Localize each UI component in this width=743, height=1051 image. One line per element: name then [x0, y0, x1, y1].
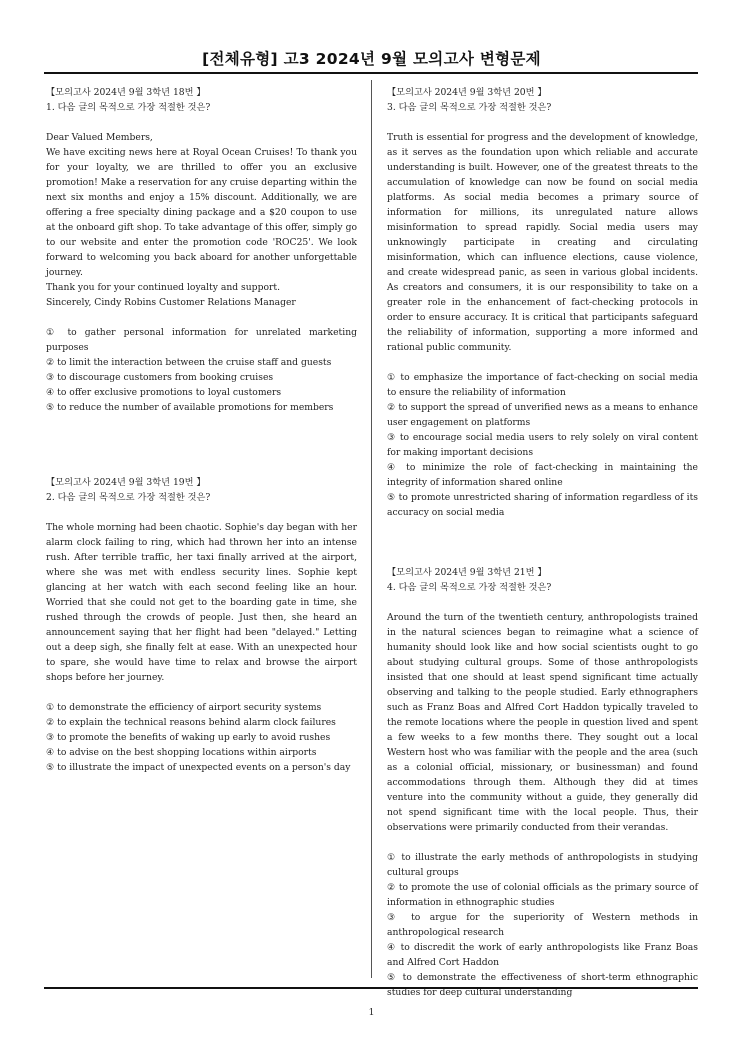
- bottom-rule: [44, 987, 698, 989]
- question-prompt: 1. 다음 글의 목적으로 가장 적절한 것은?: [46, 102, 211, 113]
- answer-option: ③ to argue for the superiority of Western methods in anthropological research: [387, 912, 698, 938]
- question-source: 【모의고사 2024년 9월 3학년 20번 】: [387, 87, 547, 98]
- answer-option: ① to emphasize the importance of fact-checking on social media to ensure the reliability of information: [387, 372, 698, 398]
- passage-paragraph: Thank you for your continued loyalty and support.: [46, 282, 280, 293]
- passage-paragraph: The whole morning had been chaotic. Sophie's day began with her alarm clock failing to ring, which had thrown her into an intense rush. After terrible traffic, her taxi finally arrived at the airport, where she was met with endless security lines. Sophie kept glancing at her watch with each second feeling like an hour. Worried that she could not get to the boarding gate in time, she rushed through the crowds of people. Just then, she heard an announcement saying that her flight had been "delayed." Letting out a deep sigh, she finally felt at ease. With an unexpected hour to spare, she would have time to relax and browse the airport shops before her journey.: [46, 522, 357, 683]
- left-column: [46, 85, 357, 775]
- answer-option: ⑤ to reduce the number of available promotions for members: [46, 402, 334, 413]
- answer-option: ④ to offer exclusive promotions to loyal customers: [46, 387, 282, 398]
- answer-options: [46, 325, 357, 415]
- answer-option: ② to promote the use of colonial officials as the primary source of information in ethnographic studies: [387, 882, 698, 908]
- page-number: 1: [368, 1007, 375, 1018]
- answer-option: ⑤ to promote unrestricted sharing of information regardless of its accuracy on social media: [387, 492, 698, 518]
- question-passage: [46, 130, 357, 310]
- answer-options: [387, 370, 698, 520]
- answer-options: [387, 850, 698, 1000]
- question-passage: [46, 520, 357, 685]
- answer-option: ⑤ to demonstrate the effectiveness of short-term ethnographic studies for deep cultural understanding: [387, 972, 698, 998]
- answer-option: ① to illustrate the early methods of anthropologists in studying cultural groups: [387, 852, 698, 878]
- question-source: 【모의고사 2024년 9월 3학년 18번 】: [46, 87, 206, 98]
- question-1: [46, 85, 357, 415]
- passage-paragraph: We have exciting news here at Royal Ocean Cruises! To thank you for your loyalty, we are thrilled to offer you an exclusive promotion! Make a reservation for any cruise departing within the next six months and enjoy a 15% discount. Additionally, we are offering a free specialty dining package and a $20 coupon to use at the onboard gift shop. To take advantage of this offer, simply go to our website and enter the promotion code 'ROC25'. We look forward to welcoming you back aboard for another unforgettable journey.: [46, 147, 357, 278]
- question-3: [387, 85, 698, 520]
- question-prompt: 3. 다음 글의 목적으로 가장 적절한 것은?: [387, 102, 552, 113]
- answer-option: ③ to discourage customers from booking cruises: [46, 372, 274, 383]
- question-passage: [387, 130, 698, 355]
- question-prompt: 4. 다음 글의 목적으로 가장 적절한 것은?: [387, 582, 552, 593]
- answer-option: ② to support the spread of unverified news as a means to enhance user engagement on platforms: [387, 402, 698, 428]
- answer-option: ⑤ to illustrate the impact of unexpected events on a person's day: [46, 762, 351, 773]
- answer-option: ④ to minimize the role of fact-checking in maintaining the integrity of information shared online: [387, 462, 698, 488]
- passage-paragraph: Around the turn of the twentieth century, anthropologists trained in the natural sciences began to reimagine what a science of humanity should look like and how social scientists ought to go about studying cultural groups. Some of those anthropologists insisted that one should at least spend significant time actually observing and talking to the people studied. Early ethnographers such as Franz Boas and Alfred Cort Haddon typically traveled to the remote locations where the people in question lived and spent a few weeks to a few months there. They sought out a local Western host who was familiar with the people and the area (such as a colonial official, missionary, or businessman) and found accommodations through them. Although they did at times venture into the community without a guide, they generally did not spend significant time with the local people. Thus, their observations were primarily conducted from their verandas.: [387, 612, 698, 833]
- answer-option: ③ to promote the benefits of waking up early to avoid rushes: [46, 732, 331, 743]
- answer-option: ④ to advise on the best shopping locations within airports: [46, 747, 317, 758]
- answer-option: ② to limit the interaction between the cruise staff and guests: [46, 357, 332, 368]
- question-4: [387, 565, 698, 1000]
- page-title: [전체유형] 고3 2024년 9월 모의고사 변형문제: [202, 50, 541, 68]
- question-prompt: 2. 다음 글의 목적으로 가장 적절한 것은?: [46, 492, 211, 503]
- answer-options: [46, 700, 357, 775]
- right-column: [387, 85, 698, 1000]
- answer-option: ① to demonstrate the efficiency of airport security systems: [46, 702, 322, 713]
- column-divider: [371, 80, 372, 978]
- passage-paragraph: Dear Valued Members,: [46, 132, 153, 143]
- passage-paragraph: Truth is essential for progress and the development of knowledge, as it serves as the foundation upon which reliable and accurate understanding is built. However, one of the greatest threats to the accumulation of knowledge can now be found on social media platforms. As social media becomes a primary source of information for millions, its unregulated nature allows misinformation to spread rapidly. Social media users may unknowingly participate in creating and circulating misinformation, which can influence elections, cause violence, and create widespread panic, as seen in various global incidents. As creators and consumers, it is our responsibility to take on a greater role in the enhancement of fact-checking protocols in order to ensure accuracy. It is critical that participants safeguard the reliability of information, supporting a more informed and rational public community.: [387, 132, 698, 353]
- answer-option: ① to gather personal information for unrelated marketing purposes: [46, 327, 357, 353]
- answer-option: ③ to encourage social media users to rely solely on viral content for making important decisions: [387, 432, 698, 458]
- answer-option: ④ to discredit the work of early anthropologists like Franz Boas and Alfred Cort Haddon: [387, 942, 698, 968]
- top-rule: [44, 72, 698, 74]
- passage-paragraph: Sincerely, Cindy Robins Customer Relations Manager: [46, 297, 296, 308]
- answer-option: ② to explain the technical reasons behind alarm clock failures: [46, 717, 336, 728]
- question-source: 【모의고사 2024년 9월 3학년 21번 】: [387, 567, 547, 578]
- question-source: 【모의고사 2024년 9월 3학년 19번 】: [46, 477, 206, 488]
- question-passage: [387, 610, 698, 835]
- question-2: [46, 475, 357, 775]
